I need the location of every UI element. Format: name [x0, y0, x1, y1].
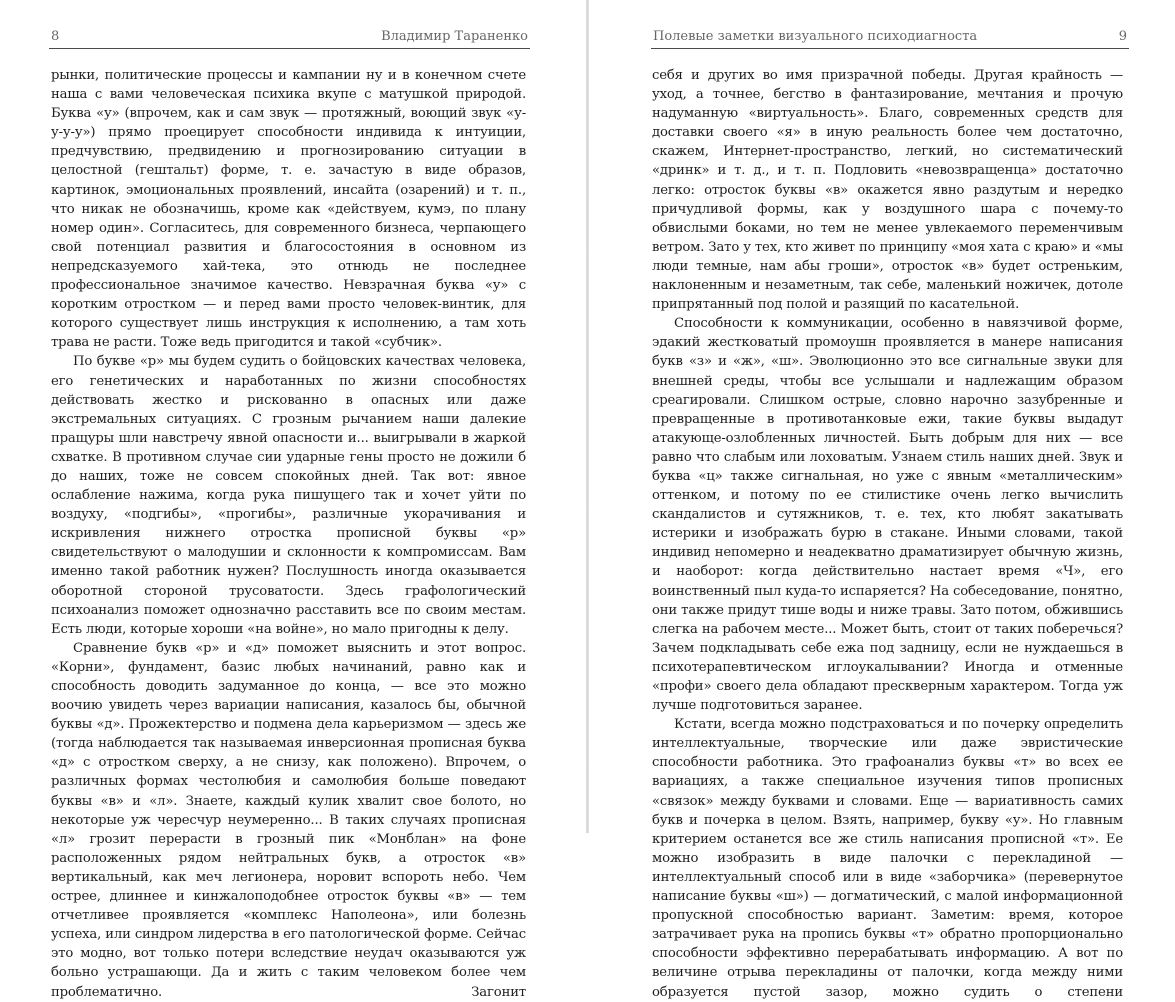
right-running-head [651, 26, 1129, 49]
left-page [0, 0, 586, 1000]
paragraph: По букве «р» мы будем судить о бойцовских качествах человека, его генетических и наработанных по жизни способностях действовать жестко и рискованно в опасных или даже экстремальных ситуациях. С грозным рычанием наши далекие пращуры шли навстречу явной опасности и... выигрывали в жаркой схватке. В противном случае сии ударные гены просто не дожили б до наших, тоже не совсем спокойных дней. Так вот: явное ослабление нажима, когда рука пишущего так и хочет уйти по воздуху, «подгибы», «прогибы», различные укорачивания и искривления нижнего отростка прописной буквы «р» свидетельствуют о малодушии и склонности к компромиссам. Вам именно такой работник нужен? Послушность иногда оказывается оборотной стороной трусоватости. Здесь графологический психоанализ поможет однозначно расставить все по своим местам. Есть люди, которые хороши «на войне», но мало пригодны к делу. [51, 354, 526, 637]
left-running-head [49, 26, 530, 49]
paragraph: Способности к коммуникации, особенно в навязчивой форме, эдакий жестковатый промоушн проявляется в манере написания букв «з» и «ж», «ш». Эволюционно это все сигнальные звуки для внешней среды, чтобы все услышали и надлежащим образом среагировали. Слишком острые, словно нарочно зазубренные и превращенные в противотанковые ежи, такие буквы выдадут атакующе-озлобленных личностей. Быть добрым для них — все равно что слабым или лоховатым. Узнаем стиль наших дней. Звук и буква «ц» также сигнальная, но уже с явным «металлическим» оттенком, и потому по ее стилистике очень легко вычислить скандалистов и сутяжников, т. е. тех, кто любят закатывать истерики и изображать бурю в стакане. Иными словами, такой индивид непомерно и неадекватно драматизирует обычную жизнь, и наоборот: когда действительно настает время «Ч», его воинственный пыл куда-то испаряется? На собеседование, понятно, они также придут тише воды и ниже травы. Зато потом, обжившись слегка на рабочем месте... Может быть, стоит от таких поберечься? Зачем подкладывать себе ежа под задницу, если не нуждаешься в психотерапевтическом иглоукалывании? Иногда и отменные «профи» своего дела обладают прескверным характером. Тогда уж лучше подготовиться заранее. [652, 316, 1123, 714]
right-page-body [652, 66, 1123, 1002]
right-page [589, 0, 1175, 1000]
paragraph: рынки, политические процессы и кампании ну и в конечном счете наша с вами человеческая психика вкупе с матушкой природой. Буква «у» (впрочем, как и сам звук — протяжный, воющий звук «у-у-у-у») прямо проецирует способности индивида к интуиции, предчувствию, предвидению и прогнозированию ситуации в целостной (гештальт) форме, т. е. зачастую в виде образов, картинок, эмоциональных проявлений, инсайта (озарений) и т. п., что никак не обозначишь, кроме как «действуем, кумэ, по плану номер один». Согласитесь, для современного бизнеса, черпающего свой потенциал развития и благосостояния в основном из непредсказуемого хай-тека, это отнюдь не последнее профессиональное значимое качество. Невзрачная буква «у» с коротким отростком — и перед вами просто человек-винтик, для которого существует лишь инструкция к исполнению, а там хоть трава не расти. Тоже ведь пригодится и такой «субчик». [51, 68, 526, 351]
paragraph: Кстати, всегда можно подстраховаться и по почерку определить интеллектуальные, творческие или даже эвристические способности работника. Это графоанализ буквы «т» во всех ее вариациях, а также специальное изучения типов прописных «связок» между буквами и словами. Еще — вариативность самих букв и почерка в целом. Взять, например, букву «у». Но главным критерием останется все же стиль написания прописной «т». Ее можно изобразить в виде палочки с перекладиной — интеллектуальный способ или в виде «заборчика» (перевернутое написание буквы «ш») — догматический, с малой информационной пропускной способностью вариант. Заметим: время, которое затрачивает рука на пропись буквы «т» обратно пропорционально способности эффективно перерабатывать информацию. А вот по величине отрыва перекладины от палочки, когда между ними образуется пустой зазор, можно судить о степени [652, 717, 1123, 1000]
left-running-title: Владимир Тараненко [381, 29, 528, 44]
paragraph: себя и других во имя призрачной победы. Другая крайность — уход, а точнее, бегство в фантазирование, мечтания и прочую надуманную «виртуальность». Благо, современных средств для доставки своего «я» в иную реальность более чем достаточно, скажем, Интернет-пространство, легкий, но систематический «дринк» и т. д., и т. п. Подловить «невозвращенца» достаточно легко: отросток буквы «в» окажется явно раздутым и нередко причудливой формы, как у воздушного шара с почему-то обвислыми боками, но тем не менее увлекаемого переменчивым ветром. Зато у тех, кто живет по принципу «моя хата с краю» и «мы люди темные, нам абы гроши», отросток «в» будет остреньким, наклоненным и незаметным, так себе, маленький ножичек, дотоле припрятанный под полой и разящий по касательной. [652, 68, 1123, 313]
paragraph: Сравнение букв «р» и «д» поможет выяснить и этот вопрос. «Корни», фундамент, базис любых начинаний, равно как и способность доводить задуманное до конца, — все это можно воочию увидеть через вариации написания, казалось бы, обычной буквы «д». Прожектерство и подмена дела карьеризмом — здесь же (тогда наблюдается так называемая инверсионная прописная буква «д» с отростком сверху, а не снизу, как положено). Впрочем, о различных формах честолюбия и самолюбия больше поведают буквы «в» и «л». Знаете, каждый кулик хвалит свое болото, но некоторые уж чересчур неумеренно... В таких случаях прописная «л» грозит перерасти в грозный пик «Монблан» на фоне расположенных рядом нейтральных букв, а отросток «в» вертикальный, как меч легионера, норовит вспороть небо. Чем острее, длиннее и кинжалоподобнее отросток буквы «в» — тем отчетливее проявляется «комплекс Наполеона», или болезнь успеха, или синдром лидерства в его патологической форме. Сейчас это модно, вот только потери вследствие неудач оказываются уж больно устрашающи. Да и жить с таким человеком более чем проблематично. Загонит [51, 640, 526, 1000]
right-page-number: 9 [1118, 29, 1127, 44]
left-page-number: 8 [51, 29, 60, 44]
right-running-title: Полевые заметки визуального психодиагноста [653, 29, 978, 44]
left-page-body [51, 66, 526, 1002]
